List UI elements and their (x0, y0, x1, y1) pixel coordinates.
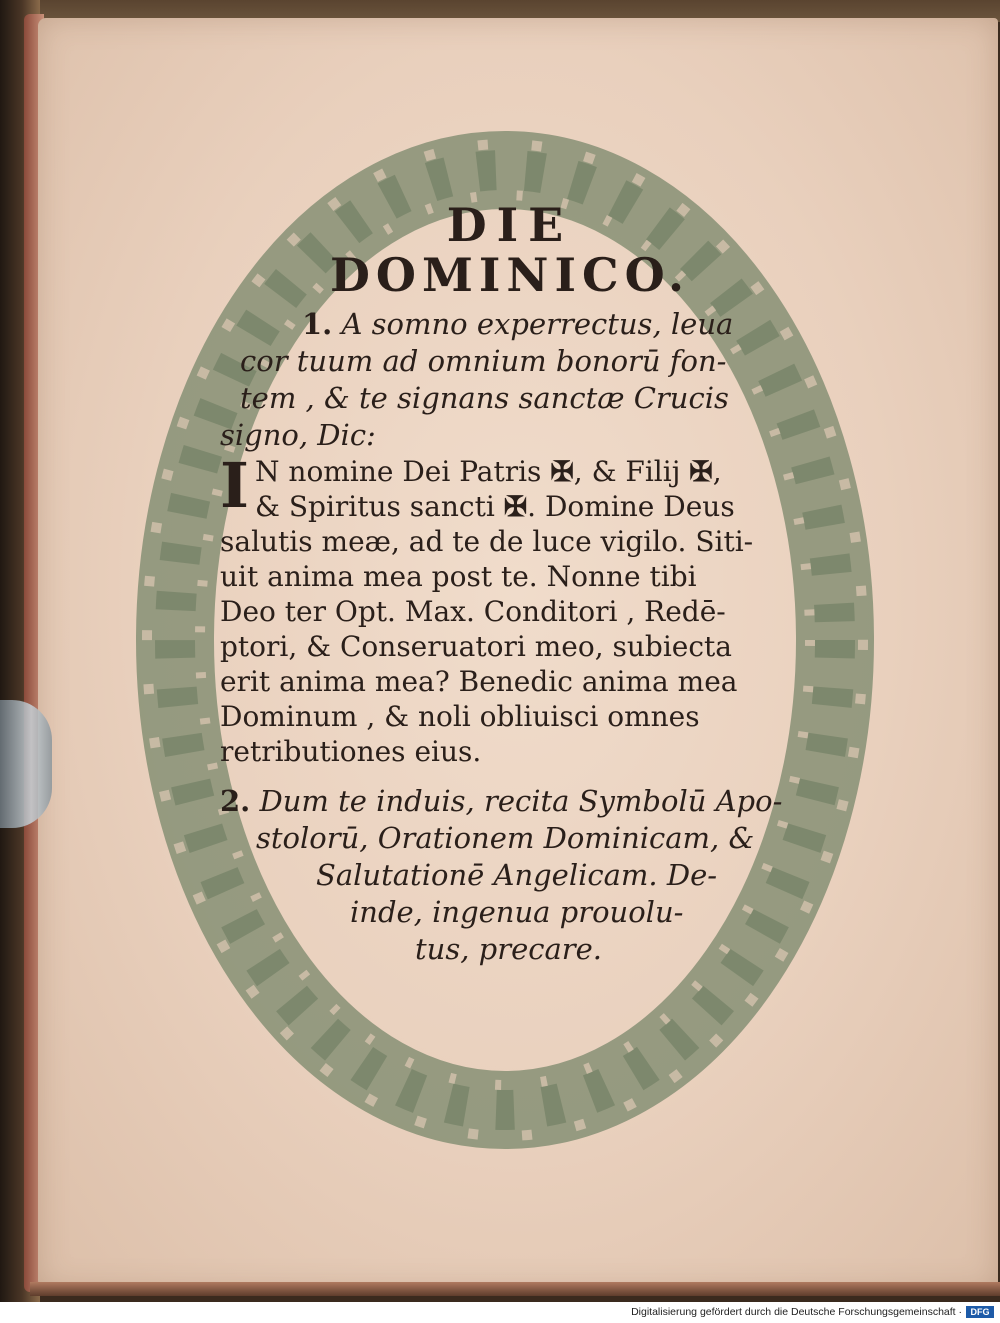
title-line-1: DIE (446, 198, 574, 252)
prayer-line1 (220, 454, 800, 489)
prayer-line6: ptori, & Conseruatori meo, subiecta (220, 630, 732, 663)
prayer-line8: Dominum , & noli obliuisci omnes (220, 700, 700, 733)
page-text (220, 200, 800, 968)
para2-line4: inde, ingenua prouolu- (350, 895, 684, 929)
footer-bar (0, 1302, 1000, 1323)
prayer-line7: erit anima mea? Benedic anima mea (220, 665, 738, 698)
prayer-line5: Deo ter Opt. Max. Conditori , Redē- (220, 595, 726, 628)
prayer-line3: salutis meæ, ad te de luce vigilo. Siti- (220, 525, 754, 558)
prayer-line2a: & Spiritus sancti (255, 490, 504, 523)
cross-icon: ✠ (550, 455, 574, 488)
prayer-line4: uit anima mea post te. Nonne tibi (220, 560, 697, 593)
para1-number: 1. (302, 307, 333, 341)
para2-line5: tus, precare. (415, 932, 603, 966)
prayer-line1a: N nomine Dei Patris (255, 455, 551, 488)
title-line-2: DOMINICO. (330, 248, 690, 302)
cross-icon: ✠ (503, 490, 528, 523)
para1-line4: signo, Dic: (220, 418, 376, 452)
para1-line1 (220, 306, 800, 343)
para2-line3: Salutationē Angelicam. De- (316, 858, 718, 892)
prayer-line2b: . Domine Deus (527, 490, 735, 523)
para2-line2: stolorū, Orationem Dominicam, & (256, 821, 755, 855)
cross-icon: ✠ (689, 455, 713, 488)
para2-line1 (220, 783, 800, 820)
footer-credit: Digitalisierung gefördert durch die Deutsche Forschungsgemeinschaft · (631, 1306, 962, 1318)
para2-number: 2. (220, 784, 251, 818)
para1-line3: tem , & te signans sanctæ Crucis (240, 381, 729, 415)
prayer-line1c: , (712, 455, 722, 488)
prayer-paragraph (220, 449, 800, 769)
dfg-logo-icon: DFG (966, 1306, 994, 1318)
para1-line1-text: A somno experrectus, leua (332, 307, 734, 341)
para1-line2: cor tuum ad omnium bonorū fon- (240, 344, 727, 378)
prayer-line9: retributiones eius. (220, 735, 482, 768)
prayer-dropcap: I (220, 449, 250, 522)
prayer-line2 (220, 489, 800, 524)
prayer-line1b: , & Filij (573, 455, 690, 488)
para2-line1-text: Dum te induis, recita Symbolū Apo- (250, 784, 783, 818)
